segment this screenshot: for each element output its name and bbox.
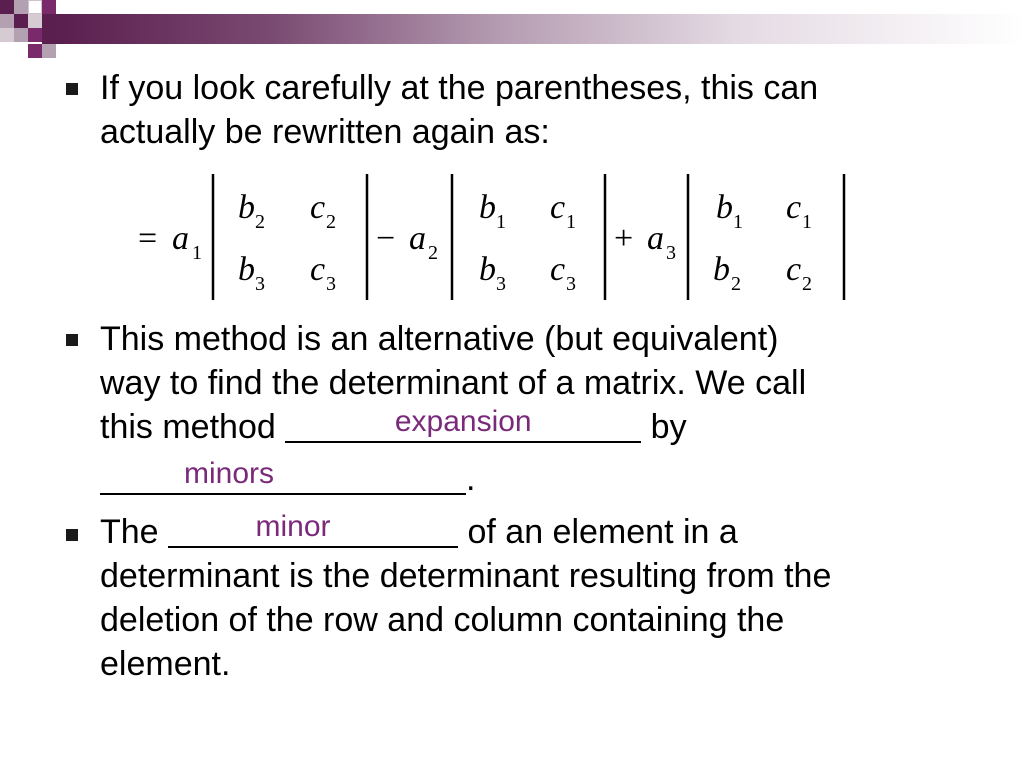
bullet-3-line-1 [100, 510, 980, 554]
bullet-2-line-3 [100, 405, 980, 449]
term2-coef: a [409, 220, 426, 257]
header-square [42, 0, 56, 14]
bullet-2-line-1: This method is an alternative (but equivalent) [100, 320, 779, 358]
term3-m12-sub: 1 [802, 211, 812, 233]
blank-underline [168, 546, 458, 548]
term1-m22-sub: 3 [326, 273, 336, 295]
term2-m12: c [550, 189, 566, 226]
header-square [42, 14, 60, 28]
bullet-2-text [100, 317, 980, 501]
bullet-2-line-4 [100, 457, 980, 501]
term2-m22: c [550, 251, 566, 288]
term1-m11: b [238, 189, 255, 226]
term3-m21: b [713, 251, 730, 288]
bullet-2-line-2: way to find the determinant of a matrix. We call [100, 364, 807, 402]
term2-m11-sub: 1 [496, 211, 506, 233]
bullet-3-line-1-suffix: of an element in a [458, 513, 738, 551]
term1-m12: c [310, 189, 326, 226]
term1-m21-sub: 3 [255, 273, 265, 295]
bullet-2-line-3-suffix: by [641, 408, 687, 446]
header-square [0, 28, 14, 42]
bullet-3-line-2: determinant is the determinant resulting from the [100, 557, 832, 595]
term3-coef-sub: 3 [666, 242, 676, 264]
bullet-1-line-1: If you look carefully at the parentheses, this can [100, 69, 819, 107]
header-square [0, 14, 14, 28]
bullet-1-line-2: actually be rewritten again as: [100, 113, 550, 151]
term2-m21-sub: 3 [496, 273, 506, 295]
header-square [42, 28, 60, 44]
term3-m22-sub: 2 [802, 273, 812, 295]
term3-m11: b [716, 189, 733, 226]
header-square [28, 28, 42, 42]
fill-in-answer-expansion: expansion [394, 405, 532, 438]
term3-m22: c [786, 251, 802, 288]
term3-m21-sub: 2 [731, 273, 741, 295]
header-gradient-bar [60, 14, 1024, 44]
bullet-marker [66, 529, 78, 541]
bullet-3-line-1-prefix: The [100, 513, 169, 551]
blank-underline [100, 493, 466, 495]
bullet-2-line-4-suffix: . [466, 460, 476, 498]
header-square [28, 44, 42, 58]
header-square [42, 44, 56, 58]
term2-m21: b [479, 251, 496, 288]
header-square [14, 28, 28, 42]
bullet-2-line-3-prefix: this method [100, 408, 286, 446]
header-square [28, 14, 42, 28]
fill-in-blank-minors [100, 457, 466, 501]
bullet-3-line-4: element. [100, 645, 231, 683]
header-square [28, 0, 42, 14]
blank-underline [285, 441, 641, 443]
term3-sign: + [614, 220, 634, 257]
term1-m22: c [310, 251, 326, 288]
term1-coef: a [172, 220, 189, 257]
fill-in-blank-expansion [285, 405, 641, 449]
term3-coef: a [647, 220, 664, 257]
header-square [14, 0, 28, 14]
term1-m11-sub: 2 [255, 211, 265, 233]
bullet-3-line-3: deletion of the row and column containing the [100, 601, 785, 639]
term2-coef-sub: 2 [428, 242, 438, 264]
term2-sign: − [376, 220, 396, 257]
formula-svg [130, 168, 860, 308]
header-square [0, 0, 14, 14]
term3-m12: c [786, 189, 802, 226]
term1-coef-sub: 1 [192, 242, 202, 264]
cofactor-expansion-formula [130, 168, 860, 308]
bullet-1-text [100, 66, 980, 154]
term1-m21: b [238, 251, 255, 288]
term2-m12-sub: 1 [566, 211, 576, 233]
term2-m22-sub: 3 [566, 273, 576, 295]
term2-m11: b [479, 189, 496, 226]
header-square [14, 14, 28, 28]
fill-in-blank-minor [168, 510, 458, 554]
term1-m12-sub: 2 [326, 211, 336, 233]
bullet-marker [66, 83, 78, 95]
bullet-marker [66, 334, 78, 346]
bullet-3-text [100, 510, 980, 686]
term3-m11-sub: 1 [733, 211, 743, 233]
fill-in-answer-minor: minor [255, 510, 331, 543]
fill-in-answer-minors: minors [183, 457, 274, 490]
term1-sign: = [138, 220, 158, 257]
